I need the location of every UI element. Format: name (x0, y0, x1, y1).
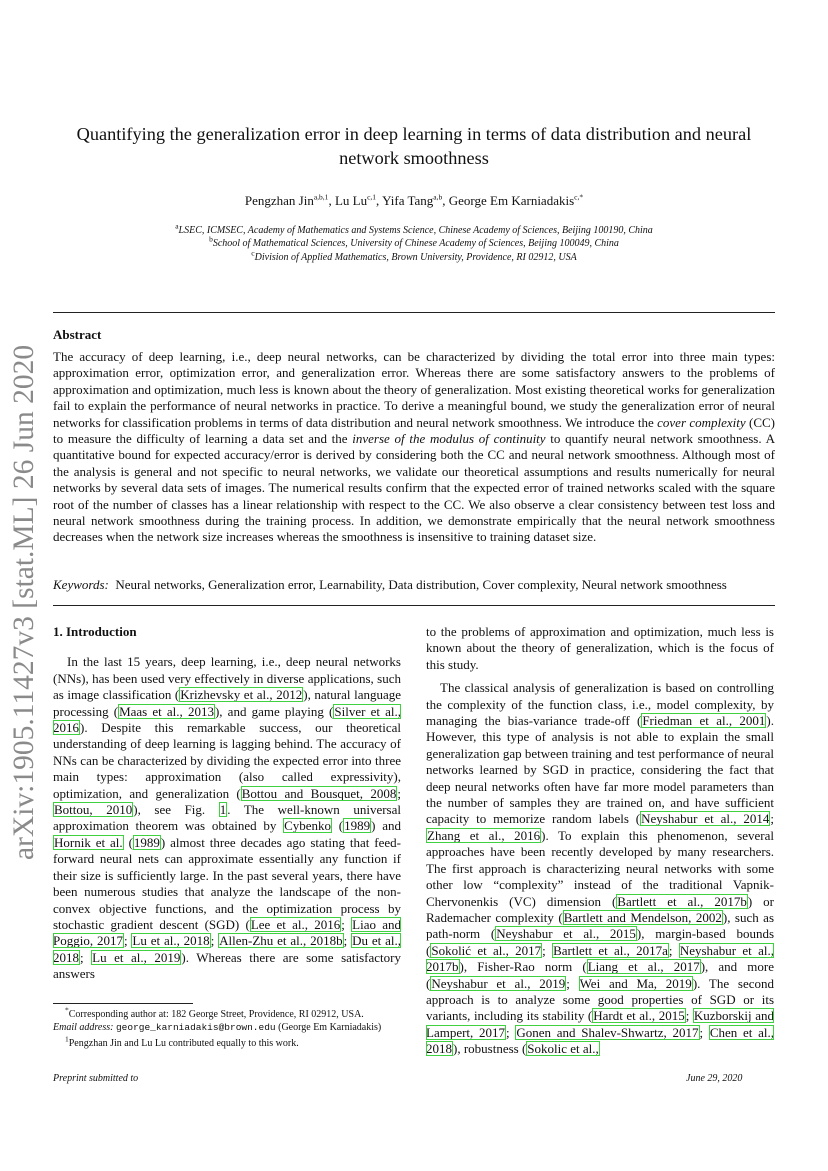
paragraph-text: ; (123, 933, 132, 949)
author: George Em Karniadakis (448, 193, 575, 208)
author: Yifa Tang (382, 193, 434, 208)
author-list: Pengzhan Jin$^{a,b,1}$, Lu Lu$^{c,1}$, Yifa Tang$^{a,b}$, George Em Karniadakis$^{c,*}$ (244, 192, 584, 208)
paragraph-text: ( (123, 834, 133, 850)
author-affil-mark: c,* (574, 192, 584, 202)
left-column (53, 624, 401, 990)
paragraph-text: ), robustness ( (453, 1041, 527, 1057)
paragraph-text: ), and game playing ( (214, 703, 334, 719)
affiliation (60, 248, 768, 264)
citation-link[interactable]: Chen et al., 2018 (426, 1024, 774, 1057)
paragraph-text: . The well-known universal approximation theorem was obtained by (53, 802, 401, 834)
intro-paragraph-1-continued: to the problems of approximation and optimization, much less is known about the theory of generalization, which is the focus of this study. (426, 624, 774, 672)
keywords-text: Neural networks, Generalization error, Learnability, Data distribution, Cover complexity, Neural network smoothness (115, 577, 727, 592)
citation-link[interactable]: Gonen and Shalev-Shwartz, 2017 (516, 1024, 699, 1040)
paragraph-text: ), and more ( (426, 959, 775, 991)
paragraph-text: ) almost three decades ago stating that feed-forward neural nets can approximate essentially any function if their size is sufficiently large. In the past several years, there have been numerous studies that analyze the landscape of the non-convex objective functions, and the optimization process by stochastic gradient descent (SGD) ( (53, 834, 401, 932)
citation-link[interactable]: Neyshabur et al., 2017b (426, 942, 774, 975)
footnote-mark: * (65, 1005, 69, 1015)
citation-link[interactable]: Du et al., 2018 (53, 933, 401, 965)
abstract-text: The accuracy of deep learning, i.e., deep neural networks, can be characterized by dividing the total error into three main types: approximation error, optimization error, and generalization error. Whereas there are some satisfactory answers to the problems of approximation and optimization, much less is known about the theory of generalization. Most existing theoretical works for generalization fail to explain the performance of neural networks in practice. To derive a meaningful bound, we study the generalization error of neural networks for classification problems in terms of data distribution and neural network smoothness. We introduce the (53, 349, 775, 430)
email-owner: (George Em Karniadakis) (278, 1022, 382, 1034)
footnote-rule (53, 1003, 193, 1004)
footer-preprint: Preprint submitted to (53, 1073, 139, 1084)
affiliation-mark: a (175, 221, 179, 231)
footnote-equal-contribution (53, 1037, 401, 1050)
paragraph-text: ; (343, 933, 352, 949)
footer-date: June 29, 2020 (686, 1073, 743, 1084)
keywords-label: Keywords: (53, 577, 109, 592)
paragraph-text: ; (210, 933, 219, 949)
author: Pengzhan Jin (244, 193, 314, 208)
paragraph-text: ), Fisher-Rao norm ( (459, 959, 587, 975)
footnote-text: Pengzhan Jin and Lu Lu contributed equally to this work. (68, 1038, 299, 1050)
affiliation-mark: b (209, 235, 213, 245)
citation-link[interactable]: Liang et al., 2017 (587, 959, 700, 975)
citation-link[interactable]: Krizhevsky et al., 2012 (180, 687, 303, 703)
citation-link[interactable]: 1 (219, 802, 227, 818)
affiliation-text: Division of Applied Mathematics, Brown University, Providence, RI 02912, USA (254, 251, 577, 263)
paragraph-text: In the last 15 years, deep learning, i.e., deep neural networks (NNs), has been used very effectively in diverse applications, such as image classification ( (53, 654, 401, 703)
citation-link[interactable]: Bottou, 2010 (54, 802, 133, 818)
keywords (53, 577, 775, 593)
email-label: Email address: (53, 1022, 114, 1034)
citation-link[interactable]: Lu et al., 2018 (132, 933, 210, 949)
citation-link[interactable]: 1989 (344, 818, 371, 834)
paragraph-text: ; (542, 942, 553, 958)
citation-link[interactable]: Kuzborskij and Lampert, 2017 (426, 1008, 774, 1040)
citation-link[interactable]: Neyshabur et al., 2015 (496, 926, 636, 942)
author-affil-mark: a,b (433, 192, 443, 202)
citation-link[interactable]: Sokolic et al., (527, 1041, 599, 1057)
citation-link[interactable]: Hornik et al. (54, 834, 123, 850)
citation-link[interactable]: Bartlett and Mendelson, 2002 (563, 909, 722, 925)
citation-link[interactable]: Lee et al., 2016 (250, 916, 341, 932)
paragraph-text: ). Despite this remarkable success, our theoretical understanding of deep learning is lagging behind. The accuracy of NNs can be characterized by dividing the expected error into three main types: approximation (also called expressivity), optimization, and generalization ( (53, 720, 401, 801)
citation-link[interactable]: Allen-Zhu et al., 2018b (219, 933, 343, 949)
abstract-top-rule (53, 312, 775, 313)
affiliation-mark: c (251, 248, 255, 258)
paragraph-text: ; (341, 916, 352, 932)
citation-link[interactable]: Bartlett et al., 2017a (553, 942, 668, 958)
citation-link[interactable]: Maas et al., 2013 (119, 703, 214, 719)
abstract-text: (CC) to measure the difficulty of learning a data set and the (53, 414, 775, 447)
paragraph-text: ), see Fig. (133, 802, 219, 818)
paragraph-text: ; (566, 975, 579, 991)
right-column (426, 624, 774, 1065)
abstract-body (53, 349, 775, 546)
abstract-emphasis: cover complexity (657, 414, 746, 430)
citation-link[interactable]: Zhang et al., 2016 (427, 827, 541, 843)
paragraph-text: ; (699, 1024, 709, 1040)
paper-title: Quantifying the generalization error in deep learning in terms of data distribution and neural network smoothness (76, 124, 752, 168)
citation-link[interactable]: Wei and Ma, 2019 (579, 975, 692, 991)
paragraph-text: ). The second approach is to analyze some good properties of SGD or its variants, including its stability ( (426, 975, 774, 1024)
citation-link[interactable]: Lu et al., 2019 (92, 949, 181, 965)
abstract-heading: Abstract (53, 327, 102, 342)
paragraph-text: ; (668, 942, 679, 958)
intro-paragraph-2 (426, 680, 774, 1057)
citation-link[interactable]: Silver et al., 2016 (53, 703, 401, 736)
citation-link[interactable]: Neyshabur et al., 2014 (641, 811, 770, 827)
paragraph-text: ; (770, 811, 774, 827)
arxiv-stamp: arXiv:1905.11427v3 [stat.ML] 26 Jun 2020 (8, 344, 40, 860)
paragraph-text: ), margin-based bounds ( (426, 926, 774, 958)
citation-link[interactable]: Bartlett et al., 2017b (617, 893, 747, 909)
paragraph-text: ). However, this type of analysis is not able to explain the small generalization gap between training and test performance of neural networks learned by SGD in practice, considering the fact that deep neural networks often have far more model parameters than the number of samples they are trained on, and have sufficient capacity to memorize random labels ( (426, 713, 774, 827)
paragraph-text: ( (332, 818, 344, 834)
paragraph-text: ), such as path-norm ( (426, 909, 775, 942)
citation-link[interactable]: Hardt et al., 2015 (593, 1008, 685, 1024)
paragraph-text: ; (685, 1008, 693, 1024)
abstract-text: to quantify neural network smoothness. A quantitative bound for expected accuracy/error is derived by considering both the CC and neural network smoothness. Although most of the analysis is general and not specific to neural networks, we validate our theoretical assumptions and results numerically for neural networks by several data sets of images. The numerical results confirm that the expected error of trained networks scaled with the square root of the number of classes has a linear relationship with respect to the CC. We also observe a clear consistency between test loss and neural network smoothness during the training process. In addition, we demonstrate empirically that the neural network smoothness decreases when the network size increases whereas the smoothness is insensitive to training dataset size. (53, 431, 775, 545)
affiliation-text: School of Mathematical Sciences, University of Chinese Academy of Sciences, Beijing 100049, China (212, 238, 619, 250)
author-affil-mark: c,1 (367, 192, 377, 202)
paragraph-text: ). To explain this phenomenon, several approaches have been recently developed by many researchers. The first approach is characterizing neural networks with some other low “complexity” instead of the traditional Vapnik-Chervonenkis (VC) dimension ( (426, 827, 774, 909)
footnotes (53, 1005, 401, 1054)
footnote-mark: 1 (65, 1035, 69, 1045)
citation-link[interactable]: Bottou and Bousquet, 2008 (241, 785, 397, 801)
footnote-corresponding (53, 1005, 401, 1034)
citation-link[interactable]: Neyshabur et al., 2019 (431, 975, 566, 991)
footnote-text: Corresponding author at: 182 George Street, Providence, RI 02912, USA. (68, 1009, 364, 1020)
abstract-emphasis: inverse of the modulus of continuity (352, 431, 546, 447)
citation-link[interactable]: Liao and Poggio, 2017 (53, 916, 401, 949)
paragraph-text: ), natural language processing ( (53, 687, 401, 719)
citation-link[interactable]: Friedman et al., 2001 (642, 713, 766, 729)
affiliation-text: LSEC, ICMSEC, Academy of Mathematics and Systems Science, Chinese Academy of Sciences, Beijing 100190, China (178, 225, 653, 236)
affiliation (60, 237, 768, 250)
paragraph-text: ). Whereas there are some satisfactory answers (53, 949, 401, 982)
author-affil-mark: a,b,1 (313, 192, 329, 202)
paragraph-text: ) and (371, 818, 401, 834)
citation-link[interactable]: Sokolić et al., 2017 (431, 942, 542, 958)
paragraph-text: ; (80, 949, 92, 965)
citation-link[interactable]: Cybenko (284, 818, 332, 834)
abstract-bottom-rule (53, 605, 775, 606)
intro-paragraph-1 (53, 654, 401, 982)
paragraph-text: ) or Rademacher complexity ( (426, 893, 774, 925)
citation-link[interactable]: 1989 (133, 834, 160, 850)
paragraph-text: ; (397, 785, 401, 801)
paragraph-text: The classical analysis of generalization is based on controlling the complexity of the function class, i.e., model complexity, by managing the bias-variance trade-off ( (426, 680, 774, 729)
affiliation (60, 221, 768, 237)
section-heading: 1. Introduction (53, 624, 137, 639)
affiliation-list (60, 221, 768, 264)
email-link[interactable]: george_karniadakis@brown.edu (115, 1022, 276, 1034)
author: Lu Lu (334, 193, 368, 208)
paragraph-text: ; (506, 1024, 516, 1040)
